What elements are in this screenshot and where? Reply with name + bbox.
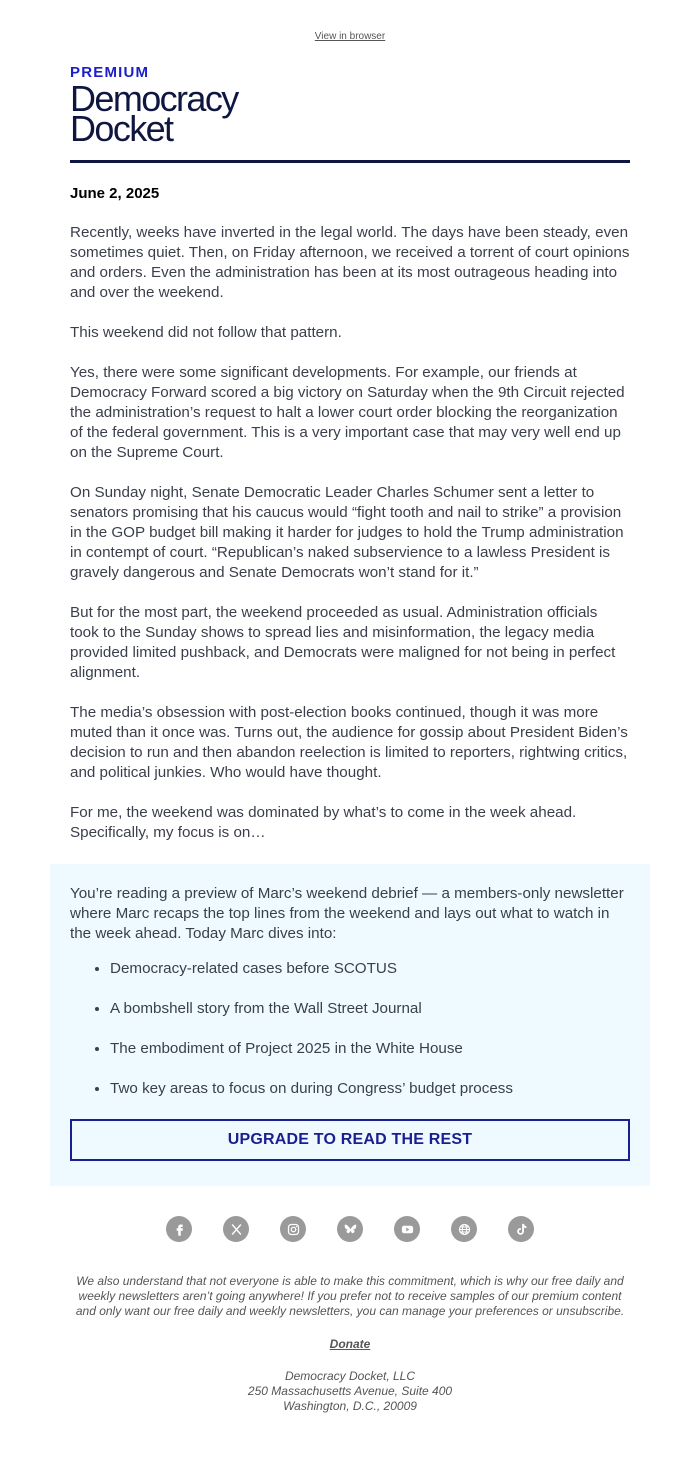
article-paragraph: On Sunday night, Senate Democratic Leader Charles Schumer sent a letter to senators promising that his caucus would “fight tooth and nail to strike” a provision in the GOP budget bill making it harder for judges to hold the Trump administration in contempt of court. “Republican’s naked subservience to a lawless President is gravely dangerous and Senate Democrats won’t stand for it.” <box>70 484 624 581</box>
donate-link[interactable]: Donate <box>329 1337 371 1351</box>
promo-intro: You’re reading a preview of Marc’s weekend debrief — a members-only newsletter where Marc recaps the top lines from the weekend and lays out what to watch in the week ahead. Today Marc dives into: <box>70 885 624 942</box>
list-item: • Democracy-related cases before SCOTUS <box>110 959 630 979</box>
city-address: Washington, D.C., 20009 <box>283 1399 417 1413</box>
article-body <box>70 223 630 843</box>
header-divider <box>70 160 630 163</box>
footer-notice: We also understand that not everyone is able to make this commitment, which is why our free daily and weekly newsletters aren’t going anywhere! If you prefer not to receive samples of our premium content and only want our free daily and weekly newsletters, you can manage your preferences or unsubscribe. <box>75 1274 625 1318</box>
democracy-docket-logo[interactable] <box>70 78 630 149</box>
company-address <box>70 1369 630 1414</box>
footer <box>70 1274 630 1414</box>
list-item: • Two key areas to focus on during Congress’ budget process <box>110 1079 630 1099</box>
email-container <box>70 0 630 843</box>
company-name: Democracy Docket, LLC <box>284 1369 416 1383</box>
article-paragraph: Yes, there were some significant developments. For example, our friends at Democracy Forward scored a big victory on Saturday when the 9th Circuit rejected the administration’s request to halt a lower court order blocking the reorganization of the federal government. This is a very important case that may very well end up on the Supreme Court. <box>70 364 625 461</box>
premium-label: PREMIUM <box>70 64 150 81</box>
upgrade-button[interactable]: UPGRADE TO READ THE REST <box>70 1119 630 1161</box>
website-icon[interactable] <box>451 1216 477 1242</box>
instagram-icon[interactable] <box>280 1216 306 1242</box>
brand-header <box>70 64 630 149</box>
promo-topic-list <box>70 959 630 1099</box>
view-in-browser-link[interactable]: View in browser <box>314 31 386 42</box>
facebook-icon[interactable] <box>166 1216 192 1242</box>
article-paragraph: This weekend did not follow that pattern. <box>70 324 342 341</box>
article-date: June 2, 2025 <box>70 185 160 202</box>
youtube-icon[interactable] <box>394 1216 420 1242</box>
street-address: 250 Massachusetts Avenue, Suite 400 <box>247 1384 453 1398</box>
article-paragraph: The media’s obsession with post-election books continued, though it was more muted than it once was. Turns out, the audience for gossip about President Biden’s decision to run and then abandon reelection is limited to reporters, rightwing critics, and political junkies. Who would have thought. <box>70 704 628 781</box>
footer-container <box>70 1274 630 1414</box>
list-item: • The embodiment of Project 2025 in the White House <box>110 1039 630 1059</box>
article-paragraph: Recently, weeks have inverted in the legal world. The days have been steady, even sometimes quiet. Then, on Friday afternoon, we received a torrent of court opinions and orders. Even the administration has been at its most outrageous heading into and over the weekend. <box>70 224 630 301</box>
logo-line-2: Docket <box>70 108 173 149</box>
bluesky-icon[interactable] <box>337 1216 363 1242</box>
article-paragraph: But for the most part, the weekend proceeded as usual. Administration officials took to the Sunday shows to spread lies and misinformation, the legacy media provided limited pushback, and Democrats were maligned for not being in perfect alignment. <box>70 604 616 681</box>
view-in-browser-bar <box>70 0 630 43</box>
premium-preview-box <box>50 864 650 1186</box>
x-icon[interactable] <box>223 1216 249 1242</box>
social-links <box>0 1216 700 1242</box>
logo-line-1: Democracy <box>70 78 238 119</box>
tiktok-icon[interactable] <box>508 1216 534 1242</box>
list-item: • A bombshell story from the Wall Street Journal <box>110 999 630 1019</box>
article-paragraph: For me, the weekend was dominated by what’s to come in the week ahead. Specifically, my focus is on… <box>70 804 577 841</box>
